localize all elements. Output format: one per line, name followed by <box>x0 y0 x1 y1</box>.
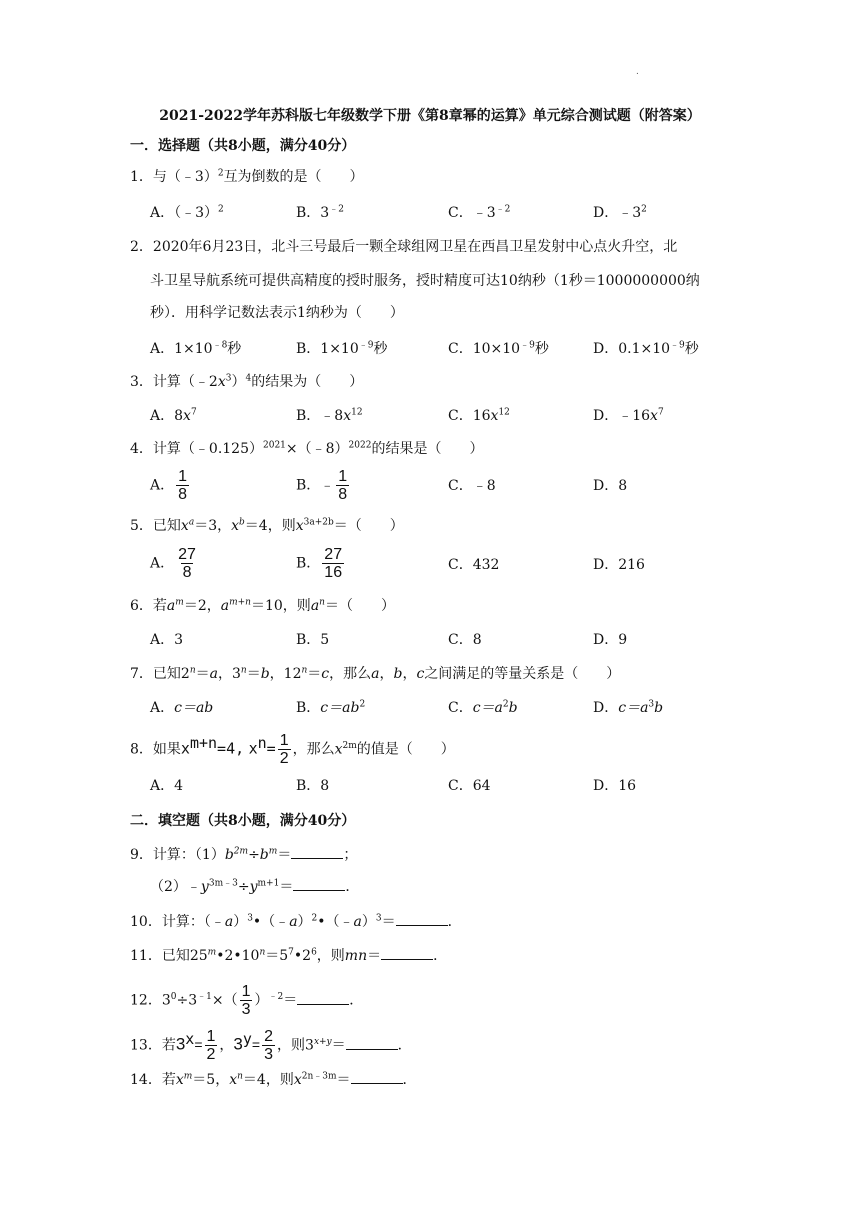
fraction: $\frac{1}{2}$ <box>206 1028 216 1063</box>
answer-blank[interactable] <box>381 945 433 960</box>
header-dot: . <box>636 66 639 77</box>
q3-option-b: B．$﹣8x^{12}$ <box>296 407 363 424</box>
q7-option-d: D．$c=a^3b$ <box>593 699 664 716</box>
question-4: 4．计算（﹣0.125）$^{2021}$×（﹣8）$^{2022}$的结果是（ ） <box>130 440 484 457</box>
q3-option-d: D．$﹣16x^7$ <box>593 407 664 424</box>
fraction: $\frac{1}{2}$ <box>279 732 289 767</box>
fraction: $\frac{1}{8}$ <box>178 468 188 503</box>
q4-option-c: C．﹣8 <box>448 478 496 494</box>
q8-option-c: C．64 <box>448 778 491 794</box>
q7-option-c: C．$c=a^2b$ <box>448 699 518 716</box>
question-3: 3．计算$(﹣2x^3)^4$的结果为（ ） <box>130 373 364 390</box>
q1-option-c: C．$﹣3^{﹣2}$ <box>448 204 511 221</box>
question-2-line-1: 2．2020年6月23日，北斗三号最后一颗全球组网卫星在西昌卫星发射中心点火升空，北 <box>130 239 678 255</box>
q5-option-a: A． $\frac{27}{8}$ <box>150 546 196 581</box>
q2-option-a: A．$1\times 10^{﹣8}$秒 <box>150 340 242 357</box>
answer-blank[interactable] <box>396 911 448 926</box>
q3-option-a: A．$8x^7$ <box>150 407 197 424</box>
question-6: 6．若$a^m=2$，$a^{m+n}=10$，则$a^n=$（ ） <box>130 597 395 614</box>
q7-option-b: B．$c=ab^2$ <box>296 699 366 716</box>
q4-option-d: D．8 <box>593 478 628 494</box>
q2-option-c: C．$10\times 10^{﹣9}$秒 <box>448 340 549 357</box>
section-fill-heading: 二．填空题（共8小题，满分40分） <box>130 813 356 829</box>
answer-blank[interactable] <box>297 990 349 1005</box>
q4-option-b: B．﹣ $\frac{1}{8}$ <box>296 468 348 503</box>
answer-blank[interactable] <box>346 1035 398 1050</box>
q2-option-d: D．$0.1\times 10^{﹣9}$秒 <box>593 340 699 357</box>
section-choice-heading: 一．选择题（共8小题，满分40分） <box>130 138 356 154</box>
question-9-part-2: $(2)﹣y^{3m﹣3}\div y^{m+1}=$ ． <box>150 876 359 897</box>
answer-blank[interactable] <box>351 1069 403 1084</box>
q6-option-c: C．8 <box>448 632 482 648</box>
q1-option-a: A．（﹣3）$^2$ <box>150 204 224 221</box>
question-12: 12．$3^0\div 3^{﹣1}\times$（ $\frac{1}{3}$ ）$^{﹣2}$＝ ． <box>130 983 364 1018</box>
question-1: 1．与（﹣3）$^2$互为倒数的是（ ） <box>130 168 364 185</box>
question-2-line-2: 斗卫星导航系统可提供高精度的授时服务，授时精度可达10纳秒（1秒＝1000000000纳 <box>150 273 700 289</box>
fraction: $\frac{27}{16}$ <box>324 546 343 581</box>
question-10: 10．计算：（﹣a）$^3$•（﹣a）$^2$•（﹣a）$^3$＝ ． <box>130 911 462 932</box>
q6-option-a: A．3 <box>150 632 184 648</box>
question-11: 11．已知$25^m•2•10^n=5^7•2^6$，则mn＝ ． <box>130 945 447 966</box>
question-8: 8．如果$x^{m+n}=4$, $x^n=$ $\frac{1}{2}$ ，那么$x^{2m}$的值是（ ） <box>130 732 455 767</box>
answer-blank[interactable] <box>291 844 343 859</box>
q4-option-a: A． $\frac{1}{8}$ <box>150 468 188 503</box>
q5-option-d: D．216 <box>593 557 645 573</box>
q8-option-a: A．4 <box>150 778 184 794</box>
q7-option-a: A．c＝ab <box>150 700 214 716</box>
fraction: $\frac{2}{3}$ <box>264 1028 274 1063</box>
question-2-line-3: 秒）．用科学记数法表示1纳秒为（ ） <box>150 305 404 321</box>
q6-option-d: D．9 <box>593 632 628 648</box>
fraction: $\frac{1}{8}$ <box>338 468 348 503</box>
question-9-part-1: 9．计算：$(1)b^{2m}\div b^m=$ ； <box>130 844 357 865</box>
q1-option-b: B．$3^{﹣2}$ <box>296 204 344 221</box>
q5-option-c: C．432 <box>448 557 500 573</box>
fraction: $\frac{27}{8}$ <box>178 546 196 581</box>
answer-blank[interactable] <box>293 876 345 891</box>
question-5: 5．已知$x^a=3$，$x^b=4$，则$x^{3a+2b}=$（ ） <box>130 517 404 534</box>
q2-option-b: B．$1\times 10^{﹣9}$秒 <box>296 340 388 357</box>
question-14: 14．若$x^m=5$，$x^n=4$，则$x^{2n﹣3m}=$ ． <box>130 1069 417 1090</box>
fraction: $\frac{1}{3}$ <box>241 983 251 1018</box>
document-title: 2021-2022学年苏科版七年级数学下册《第8章幂的运算》单元综合测试题（附答案） <box>159 108 701 124</box>
q6-option-b: B．5 <box>296 632 330 648</box>
q3-option-c: C．$16x^{12}$ <box>448 407 510 424</box>
q8-option-d: D．16 <box>593 778 637 794</box>
question-13: 13．若$3^x=$ $\frac{1}{2}$ ，$3^y=$ $\frac{2}{3}$ ，则$3^{x+y}=$ ． <box>130 1028 412 1063</box>
q8-option-b: B．8 <box>296 778 330 794</box>
q5-option-b: B． $\frac{27}{16}$ <box>296 546 343 581</box>
q1-option-d: D．$﹣3^2$ <box>593 204 647 221</box>
question-7: 7．已知$2^n=a$，$3^n=b$，$12^n=c$，那么a，b，c之间满足的等量关系是（ ） <box>130 665 621 682</box>
